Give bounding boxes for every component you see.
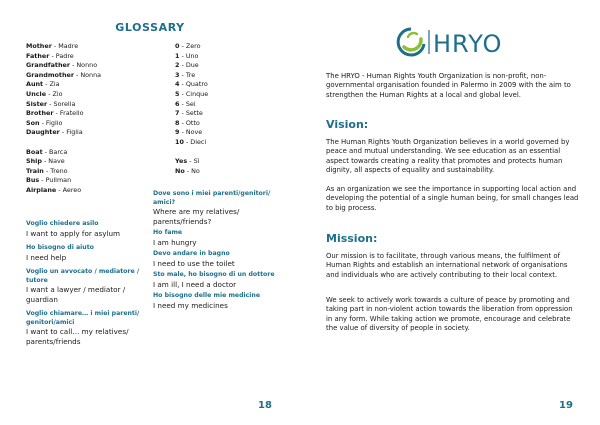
number-entry-translation: Zero [185, 42, 201, 50]
number-entry-translation: Sette [185, 109, 203, 118]
number-entry-translation: Quatro [185, 80, 208, 89]
phrase-italian: Ho bisogno delle mie medicine [153, 292, 261, 299]
yes-no-entry: Yes - Sì [175, 157, 200, 166]
number-entry-translation: Dieci [190, 137, 207, 146]
family-entry-term: Uncle [26, 89, 47, 98]
phrase-italian: Ho bisogno di aiuto [26, 244, 94, 251]
number-entry: 6 - Sei [175, 99, 196, 108]
number-entry-term: 3 [175, 70, 180, 79]
family-entry-translation: Figlia [66, 128, 83, 137]
transport-list [26, 148, 101, 196]
family-entry: Son - Figlio [26, 118, 63, 127]
number-entry-term: 4 [175, 80, 180, 89]
number-entry: 9 - Nove [175, 128, 203, 137]
phrase-italian: Devo andare in bagno [153, 250, 230, 257]
phrase-block [26, 268, 151, 304]
family-entry-term: Son [26, 118, 40, 127]
phrases-right-column [153, 190, 288, 313]
transport-entry-term: Ship [26, 157, 42, 166]
family-list [26, 42, 101, 138]
phrase-english: I need help [26, 252, 67, 262]
family-entry: Brother - Fratello [26, 109, 84, 118]
phrases-left-column [26, 220, 151, 352]
phrase-italian: Dove sono i miei parenti/genitori/ amici? [153, 190, 271, 206]
logo-text: HRYO [433, 30, 503, 58]
hryo-logo [395, 25, 505, 59]
transport-entry-term: Bus [26, 176, 40, 185]
number-entry: 10 - Dieci [175, 137, 207, 146]
number-entry-term: 5 [175, 89, 180, 98]
number-entry: 0 - Zero [175, 42, 201, 50]
transport-entry: Ship - Nave [26, 157, 65, 166]
family-entry-translation: Fratello [59, 109, 84, 118]
family-entry-translation: Zio [52, 89, 63, 98]
family-entry-term: Brother [26, 109, 54, 118]
numbers-vocabulary [175, 42, 208, 176]
family-entry: Uncle - Zio [26, 89, 63, 98]
phrase-italian: Ho fame [153, 229, 183, 236]
number-entry-translation: Tre [185, 70, 196, 79]
family-entry: Father - Padre [26, 51, 74, 60]
phrase-english: I need to use the toilet [153, 258, 235, 268]
transport-entry-translation: Aereo [62, 185, 82, 194]
number-entry-translation: Uno [185, 51, 199, 60]
transport-entry-translation: Pullman [45, 176, 72, 185]
family-entry-translation: Sorella [53, 99, 76, 108]
family-vocabulary [26, 42, 101, 196]
yes-no-entry-term: Yes [175, 157, 188, 166]
phrase-english: I need my medicines [153, 300, 228, 310]
numbers-list [175, 42, 208, 148]
number-entry: 8 - Otto [175, 118, 200, 127]
number-entry: 2 - Due [175, 61, 199, 70]
logo-swirl-icon [398, 29, 424, 55]
family-entry-term: Daughter [26, 128, 60, 137]
yes-no-entry: No - No [175, 166, 200, 175]
phrase-english: I want to apply for asylum [26, 228, 121, 238]
family-entry: Sister - Sorella [26, 99, 76, 108]
family-entry: Grandfather - Nonno [26, 61, 98, 70]
transport-entry: Bus - Pullman [26, 176, 72, 185]
number-entry-translation: Otto [185, 118, 200, 127]
family-entry-term: Mother [26, 42, 52, 50]
phrase-italian: Voglio un avvocato / mediatore / tutore [26, 268, 140, 284]
family-entry: Grandmother - Nonna [26, 70, 102, 79]
number-entry-term: 0 [175, 42, 180, 50]
mission-paragraph-2: We seek to actively work towards a culture of peace by promoting and taking part in non-violent action towards the liberation from oppression in any form. While taking action we promote, encourage and celebrate the value of diversity of people in society. [326, 296, 573, 333]
family-entry: Aunt - Zia [26, 80, 60, 89]
mission-paragraph-1: Our mission is to facilitate, through various means, the fulfilment of Human Rights and establish an international network of organisations and individuals who are actively contributing to their local context. [326, 252, 568, 279]
family-entry-term: Aunt [26, 80, 44, 89]
transport-entry: Boat - Barca [26, 147, 68, 156]
number-entry: 4 - Quatro [175, 80, 208, 89]
family-entry-term: Sister [26, 99, 48, 108]
phrase-block [26, 310, 151, 346]
transport-entry-term: Train [26, 166, 44, 175]
number-entry-term: 2 [175, 61, 180, 70]
phrase-block [153, 229, 288, 247]
family-entry-term: Grandfather [26, 61, 71, 70]
transport-entry: Train - Treno [26, 166, 68, 175]
number-entry-translation: Cinque [185, 89, 209, 98]
phrase-italian: Voglio chiedere asilo [26, 220, 99, 227]
phrase-english: I want to call… my relatives/ parents/friends [26, 327, 129, 346]
page-number-right: 19 [559, 400, 573, 411]
yes-no-entry-term: No [175, 166, 185, 175]
number-entry: 3 - Tre [175, 70, 196, 79]
right-page [300, 0, 600, 425]
family-entry: Daughter - Figlia [26, 128, 83, 137]
family-entry: Mother - Madre [26, 42, 79, 50]
number-entry-term: 9 [175, 128, 180, 137]
phrase-block [153, 250, 288, 268]
transport-entry-translation: Treno [50, 166, 68, 175]
phrase-english: I want a lawyer / mediator / guardian [26, 285, 126, 304]
mission-heading: Mission: [326, 232, 378, 245]
family-entry-term: Grandmother [26, 70, 74, 79]
number-entry-term: 10 [175, 137, 184, 146]
number-entry: 7 - Sette [175, 109, 203, 118]
phrase-block [153, 190, 288, 226]
transport-entry-term: Boat [26, 147, 43, 156]
family-entry-translation: Nonna [80, 70, 102, 79]
transport-entry: Airplane - Aereo [26, 185, 82, 194]
number-entry-term: 1 [175, 51, 180, 60]
phrase-block [26, 244, 151, 262]
transport-entry-term: Airplane [26, 185, 57, 194]
transport-entry-translation: Barca [49, 147, 68, 156]
page-number-left: 18 [258, 400, 272, 411]
number-entry: 5 - Cinque [175, 89, 209, 98]
phrase-italian: Sto male, ho bisogno di un dottore [153, 271, 275, 278]
vision-paragraph-1: The Human Rights Youth Organization believes in a world governed by peace and mutual understanding. We see education as an essential aspect towards creating a reality that promotes and protects human dignity, all aspects of equality and sustainability. [326, 138, 570, 175]
number-entry: 1 - Uno [175, 51, 199, 60]
intro-paragraph: The HRYO - Human Rights Youth Organization is non-profit, non-governmental organisation founded in Palermo in 2009 with the aim to strengthen the Human Rights at a local and global level. [326, 72, 571, 99]
family-entry-translation: Nonno [76, 61, 98, 70]
glossary-title: GLOSSARY [115, 21, 185, 34]
phrase-english: I am hungry [153, 237, 197, 247]
number-entry-translation: Sei [185, 99, 196, 108]
family-entry-translation: Figlio [45, 118, 63, 127]
phrase-english: Where are my relatives/ parents/friends? [153, 207, 240, 226]
number-entry-term: 8 [175, 118, 180, 127]
phrase-block [26, 220, 151, 238]
phrase-block [153, 271, 288, 289]
number-entry-translation: Nove [185, 128, 203, 137]
family-entry-translation: Zia [49, 80, 60, 89]
yes-no-entry-translation: Sì [193, 157, 200, 166]
family-entry-term: Father [26, 51, 50, 60]
phrase-block [153, 292, 288, 310]
phrase-italian: Voglio chiamare… i miei parenti/ genitori/amici [26, 310, 140, 326]
transport-entry-translation: Nave [48, 157, 65, 166]
number-entry-translation: Due [185, 61, 199, 70]
family-entry-translation: Padre [55, 51, 74, 60]
vision-heading: Vision: [326, 118, 369, 131]
yes-no-list [175, 157, 208, 176]
family-entry-translation: Madre [58, 42, 79, 50]
yes-no-entry-translation: No [191, 166, 200, 175]
number-entry-term: 7 [175, 109, 180, 118]
phrase-english: I am ill, I need a doctor [153, 279, 237, 289]
number-entry-term: 6 [175, 99, 180, 108]
vision-paragraph-2: As an organization we see the importance in supporting local action and developing the potential of a single human being, for small changes lead to big process. [326, 185, 579, 212]
